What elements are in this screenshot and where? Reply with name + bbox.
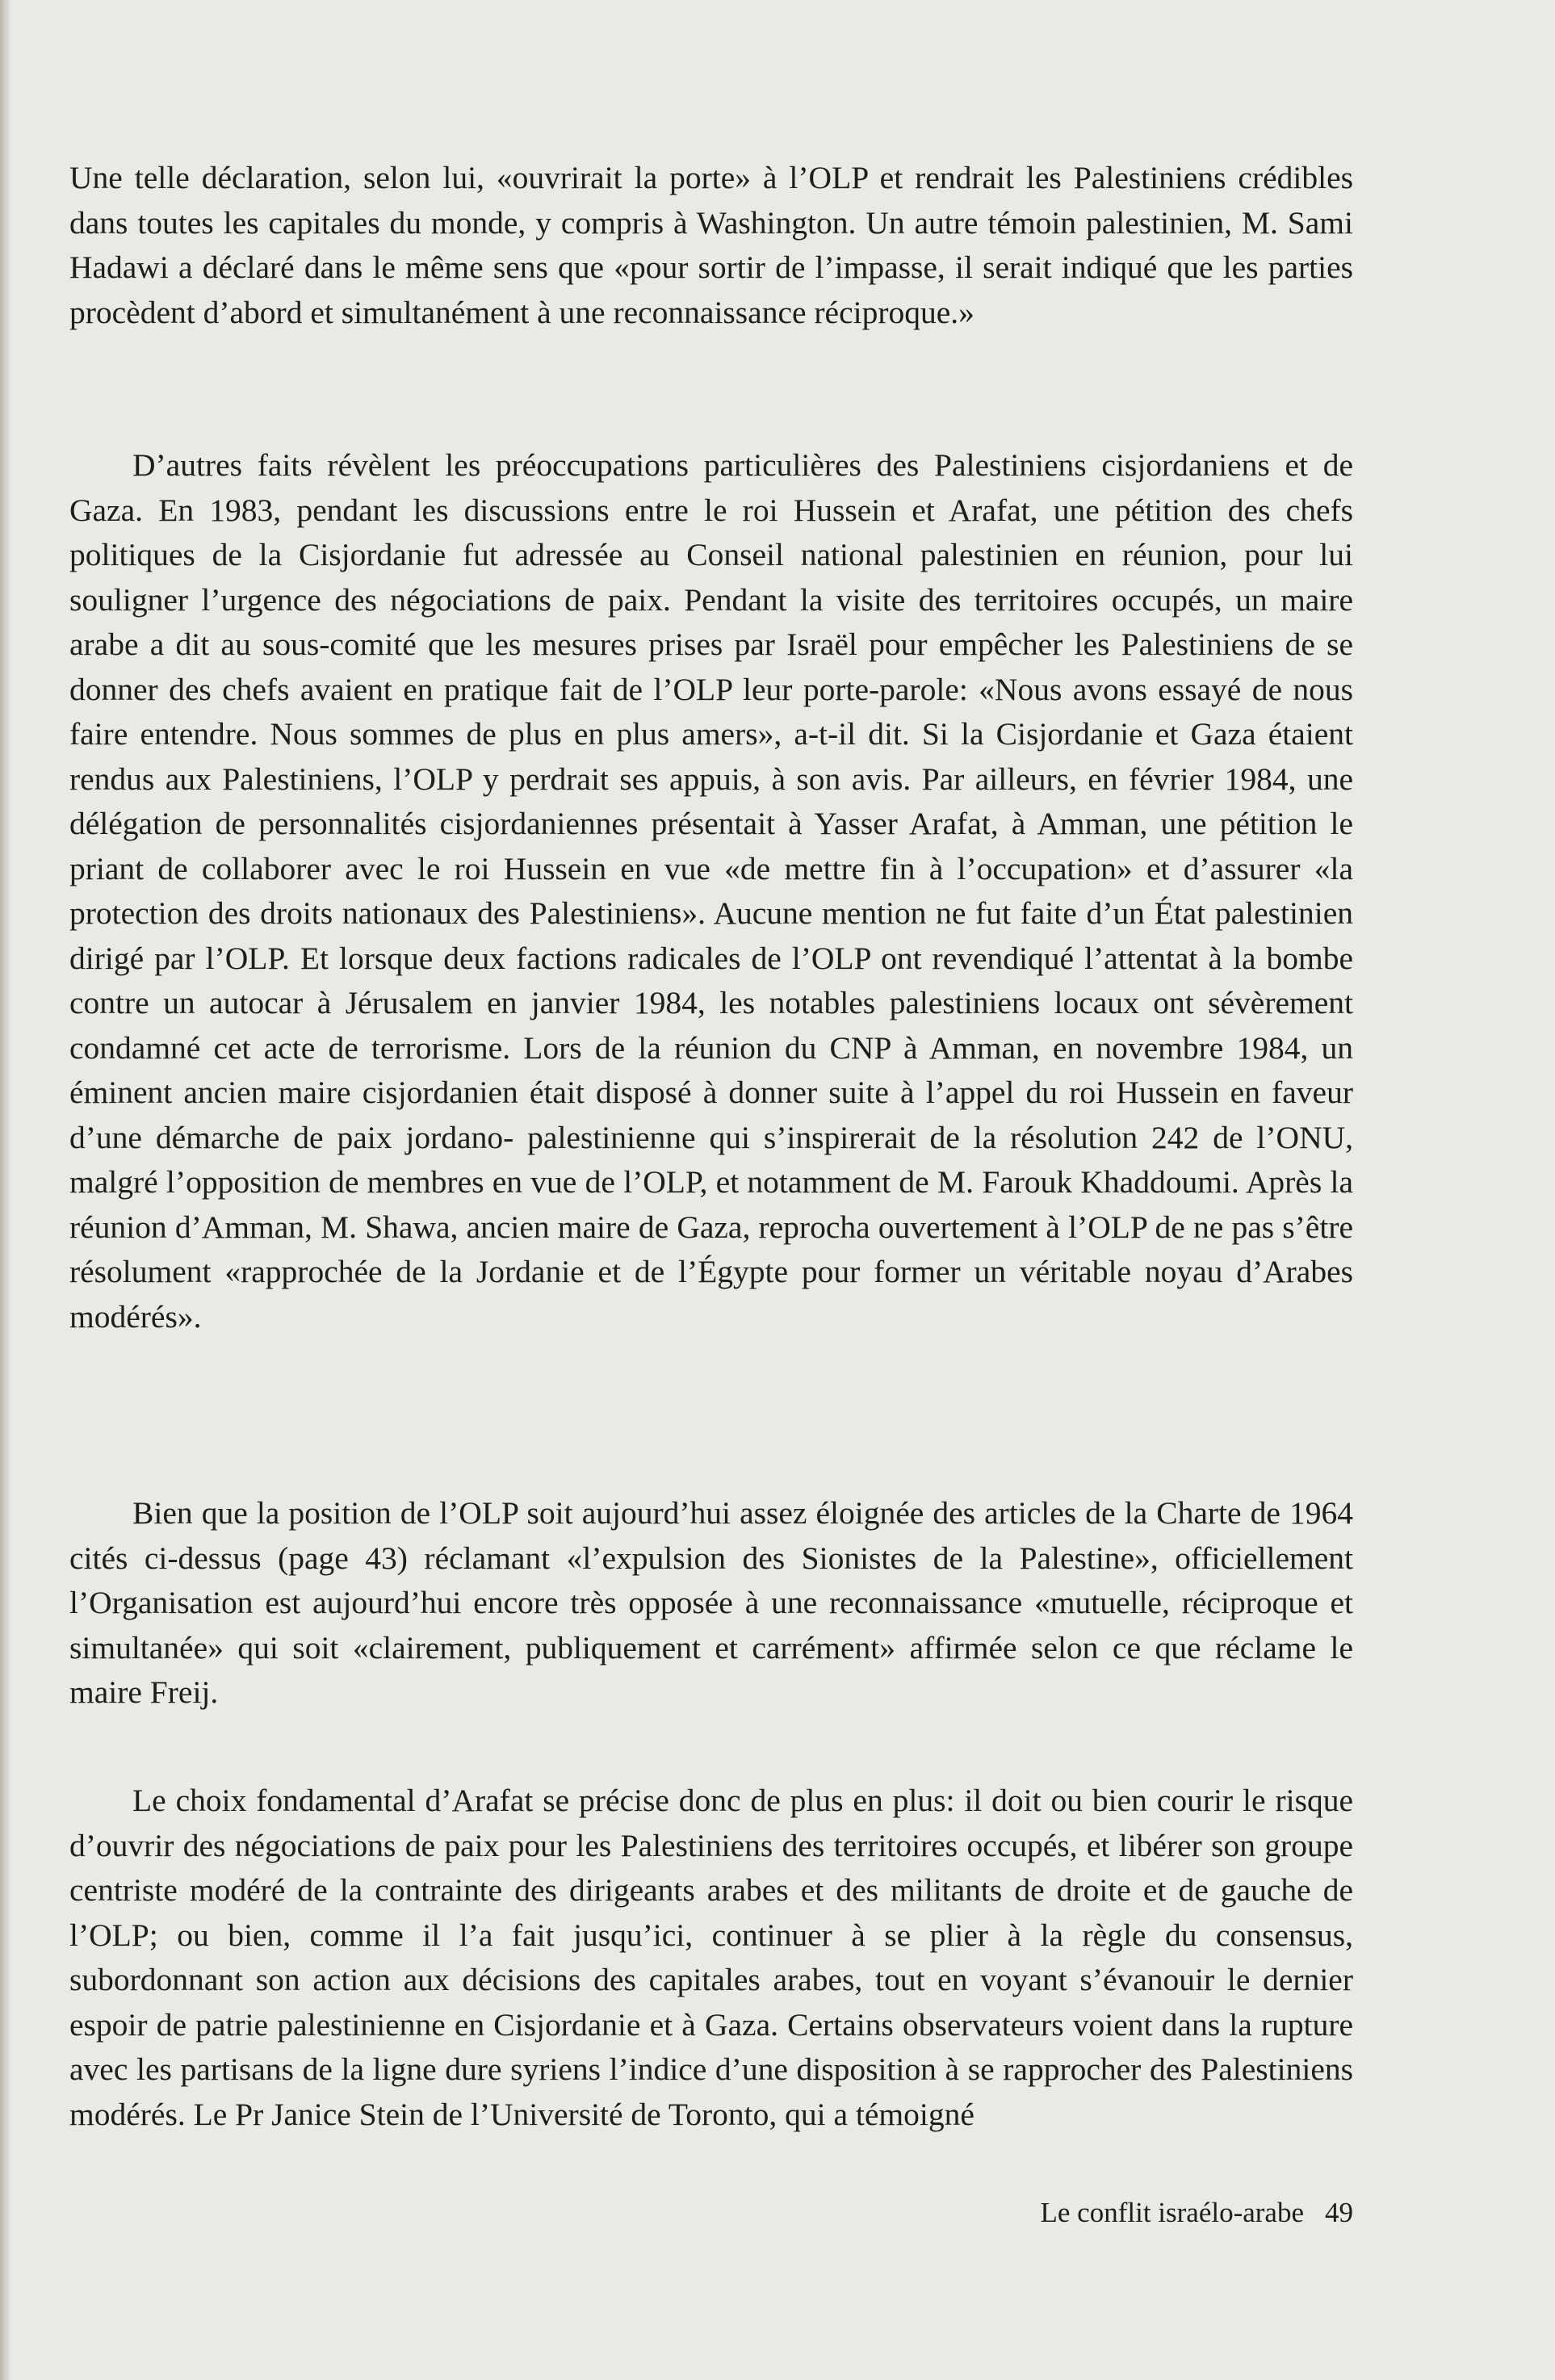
paragraph: Une telle déclaration, selon lui, «ouvrirait la porte» à l’OLP et rendrait les Palestiniens crédibles dans toutes les capitales du monde, y compris à Washington. Un autre témoin palestinien, M. Sami Hadawi a déclaré dans le même sens que «pour sortir de l’impasse, il serait indiqué que les parties procèdent d’abord et simultanément à une reconnaissance réciproque.» xyxy=(69,160,1353,330)
paragraph: Le choix fondamental d’Arafat se précise donc de plus en plus: il doit ou bien courir le risque d’ouvrir des négociations de paix pour les Palestiniens des territoires occupés, et libérer son groupe centriste modéré de la contrainte des dirigeants arabes et des militants de droite et de gauche de l’OLP; ou bien, comme il l’a fait jusqu’ici, continuer à se plier à la règle du consensus, subordonnant son action aux décisions des capitales arabes, tout en voyant s’évanouir le dernier espoir de patrie palestinienne en Cisjordanie et à Gaza. Certains observateurs voient dans la rupture avec les partisans de la ligne dure syriens l’indice d’une disposition à se rapprocher des Palestiniens modérés. Le Pr Janice Stein de l’Université de Toronto, qui a témoigné xyxy=(69,1783,1353,2132)
paragraph: D’autres faits révèlent les préoccupations particulières des Palestiniens cisjordaniens et de Gaza. En 1983, pendant les discussions entre le roi Hussein et Arafat, une pétition des chefs politiques de la Cisjordanie fut adressée au Conseil national palestinien en réunion, pour lui souligner l’urgence des négociations de paix. Pendant la visite des territoires occupés, un maire arabe a dit au sous-comité que les mesures prises par Israël pour empêcher les Palestiniens de se donner des chefs avaient en pratique fait de l’OLP leur porte-parole: «Nous avons essayé de nous faire entendre. Nous sommes de plus en plus amers», a-t-il dit. Si la Cisjordanie et Gaza étaient rendus aux Palestiniens, l’OLP y perdrait ses appuis, à son avis. Par ailleurs, en février 1984, une délégation de personnalités cisjordaniennes présentait à Yasser Arafat, à Amman, une pétition le priant de collaborer avec le roi Hussein en vue «de mettre fin à l’occupation» et d’assurer «la protection des droits nationaux des Palestiniens». Aucune mention ne fut faite d’un État palestinien dirigé par l’OLP. Et lorsque deux factions radicales de l’OLP ont revendiqué l’attentat à la bombe contre un autocar à Jérusalem en janvier 1984, les notables palestiniens locaux ont sévèrement condamné cet acte de terrorisme. Lors de la réunion du CNP à Amman, en novembre 1984, un éminent ancien maire cisjordanien était disposé à donner suite à l’appel du roi Hussein en faveur d’une démarche de paix jordano- palestinienne qui s’inspirerait de la résolution 242 de l’ONU, malgré l’opposition de membres en vue de l’OLP, et notamment de M. Farouk Khaddoumi. Après la réunion d’Amman, M. Shawa, ancien maire de Gaza, reprocha ouvertement à l’OLP de ne pas s’être résolument «rapprochée de la Jordanie et de l’Égypte pour former un véritable noyau d’Arabes modérés». xyxy=(69,447,1353,1335)
page-number: 49 xyxy=(1325,2197,1353,2228)
paragraph: Bien que la position de l’OLP soit aujourd’hui assez éloignée des articles de la Charte de 1964 cités ci-dessus (page 43) réclamant «l’expulsion des Sionistes de la Palestine», officiellement l’Organisation est aujourd’hui encore très opposée à une reconnaissance «mutuelle, réciproque et simultanée» qui soit «clairement, publiquement et carrément» affirmée selon ce que réclame le maire Freij. xyxy=(69,1495,1353,1710)
page-footer xyxy=(982,2197,1353,2229)
running-title: Le conflit israélo-arabe xyxy=(1040,2197,1304,2228)
body-text-block-4 xyxy=(69,1779,1353,2137)
body-text-block-2 xyxy=(69,443,1353,1339)
body-text-block-1 xyxy=(69,156,1353,335)
body-text-block-3 xyxy=(69,1491,1353,1716)
page-binding-shadow xyxy=(0,0,11,2380)
